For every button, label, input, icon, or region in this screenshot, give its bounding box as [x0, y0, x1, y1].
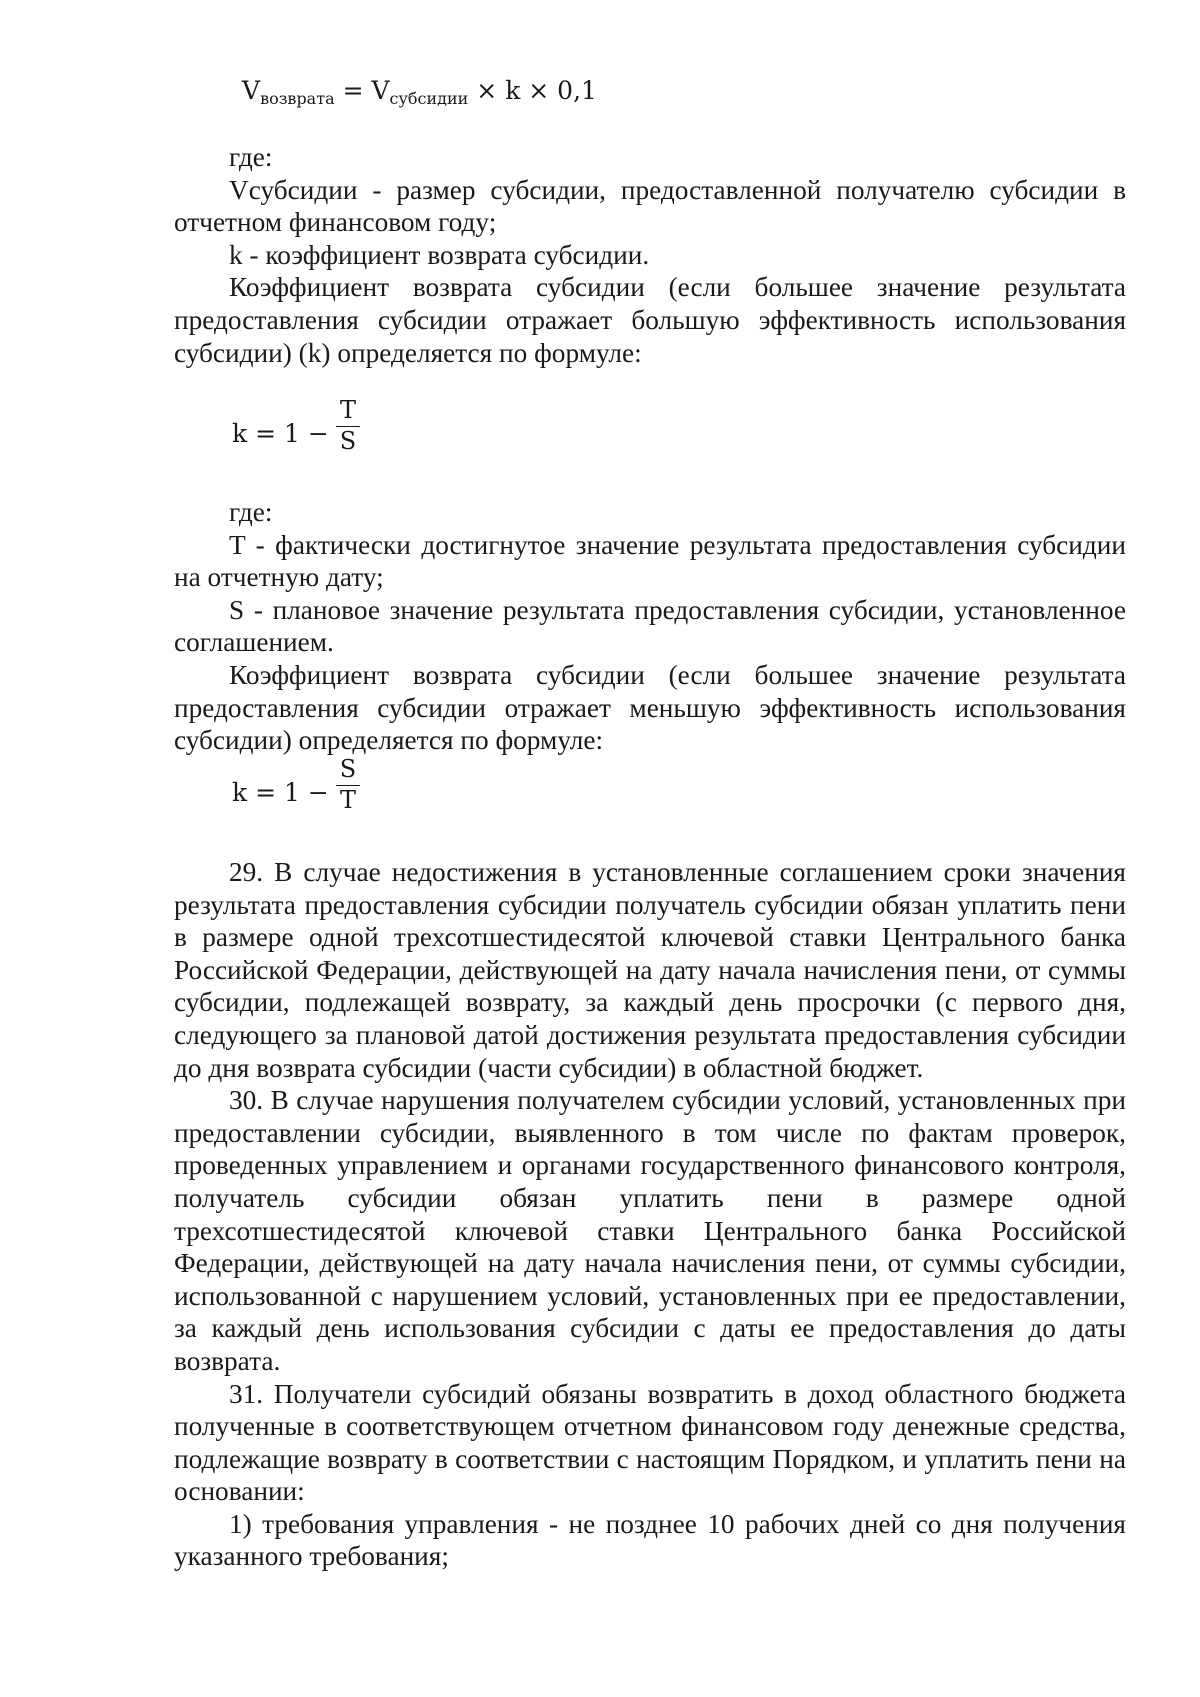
paragraph-31-1: 1) требования управления - не позднее 10 рабочих дней со дня получения указанного требования;	[174, 1508, 1126, 1572]
formula-equals: =	[342, 76, 364, 105]
formula-lhs: k = 1 −	[232, 419, 329, 448]
formula-k-inverse	[232, 778, 329, 807]
fraction-denominator: T	[339, 786, 356, 814]
paragraph-31: 31. Получатели субсидий обязаны возвратить в доход областного бюджета полученные в соответствующем отчетном финансовом году денежные средства, подлежащие возврату в соответствии с настоящим Порядком, и уплатить пени на основании:	[174, 1378, 1126, 1507]
fraction-t-over-s	[336, 396, 360, 455]
paragraph: k - коэффициент возврата субсидии.	[229, 239, 650, 270]
fraction-s-over-t	[336, 755, 360, 814]
formula-lhs: k = 1 −	[232, 778, 329, 807]
paragraph: где:	[229, 142, 273, 172]
formula-rhs: V	[371, 76, 390, 105]
paragraph: Коэффициент возврата субсидии (если большее значение результата предоставления субсидии отражает меньшую эффективность использования субсидии) определяется по формуле:	[174, 659, 1126, 756]
formula-lhs-subscript: возврата	[260, 89, 335, 108]
fraction-numerator: S	[339, 755, 357, 783]
paragraph-30: 30. В случае нарушения получателем субсидии условий, установленных при предоставлении субсидии, выявленного в том числе по фактам проверок, проведенных управлением и органами государственного финансового контроля, получатель субсидии обязан уплатить пени в размере одной трехсотшестидесятой ключевой ставки Центрального банка Российской Федерации, действующей на дату начала начисления пени, от суммы субсидии, использованной с нарушением условий, установленных при ее предоставлении, за каждый день использования субсидии с даты ее предоставления до даты возврата.	[174, 1085, 1126, 1376]
text-block-3	[174, 856, 1126, 1573]
paragraph-29: 29. В случае недостижения в установленные соглашением сроки значения результата предоставления субсидии получатель субсидии обязан уплатить пени в размере одной трехсотшестидесятой ключевой ставки Центрального банка Российской Федерации, действующей на дату начала начисления пени, от суммы субсидии, подлежащей возврату, за каждый день просрочки (с первого дня, следующего за плановой датой достижения результата предоставления субсидии до дня возврата субсидии (части субсидии) в областной бюджет.	[174, 857, 1126, 1083]
formula-return-volume	[242, 76, 597, 108]
formula-rest: × k × 0,1	[476, 76, 597, 105]
text-block-1	[174, 141, 1126, 369]
paragraph: где:	[229, 497, 273, 527]
text-block-2	[174, 496, 1126, 757]
fraction-numerator: T	[339, 396, 356, 424]
paragraph: Vсубсидии - размер субсидии, предоставленной получателю субсидии в отчетном финансовом году;	[174, 174, 1126, 238]
formula-rhs-subscript: субсидии	[389, 89, 469, 108]
formula-lhs: V	[242, 76, 261, 105]
paragraph: Коэффициент возврата субсидии (если большее значение результата предоставления субсидии отражает большую эффективность использования субсидии) (k) определяется по формуле:	[174, 272, 1126, 368]
fraction-denominator: S	[339, 427, 357, 455]
formula-k-direct	[232, 419, 329, 448]
paragraph: T - фактически достигнутое значение результата предоставления субсидии на отчетную дату;	[174, 529, 1126, 593]
paragraph: S - плановое значение результата предоставления субсидии, установленное соглашением.	[174, 594, 1126, 658]
